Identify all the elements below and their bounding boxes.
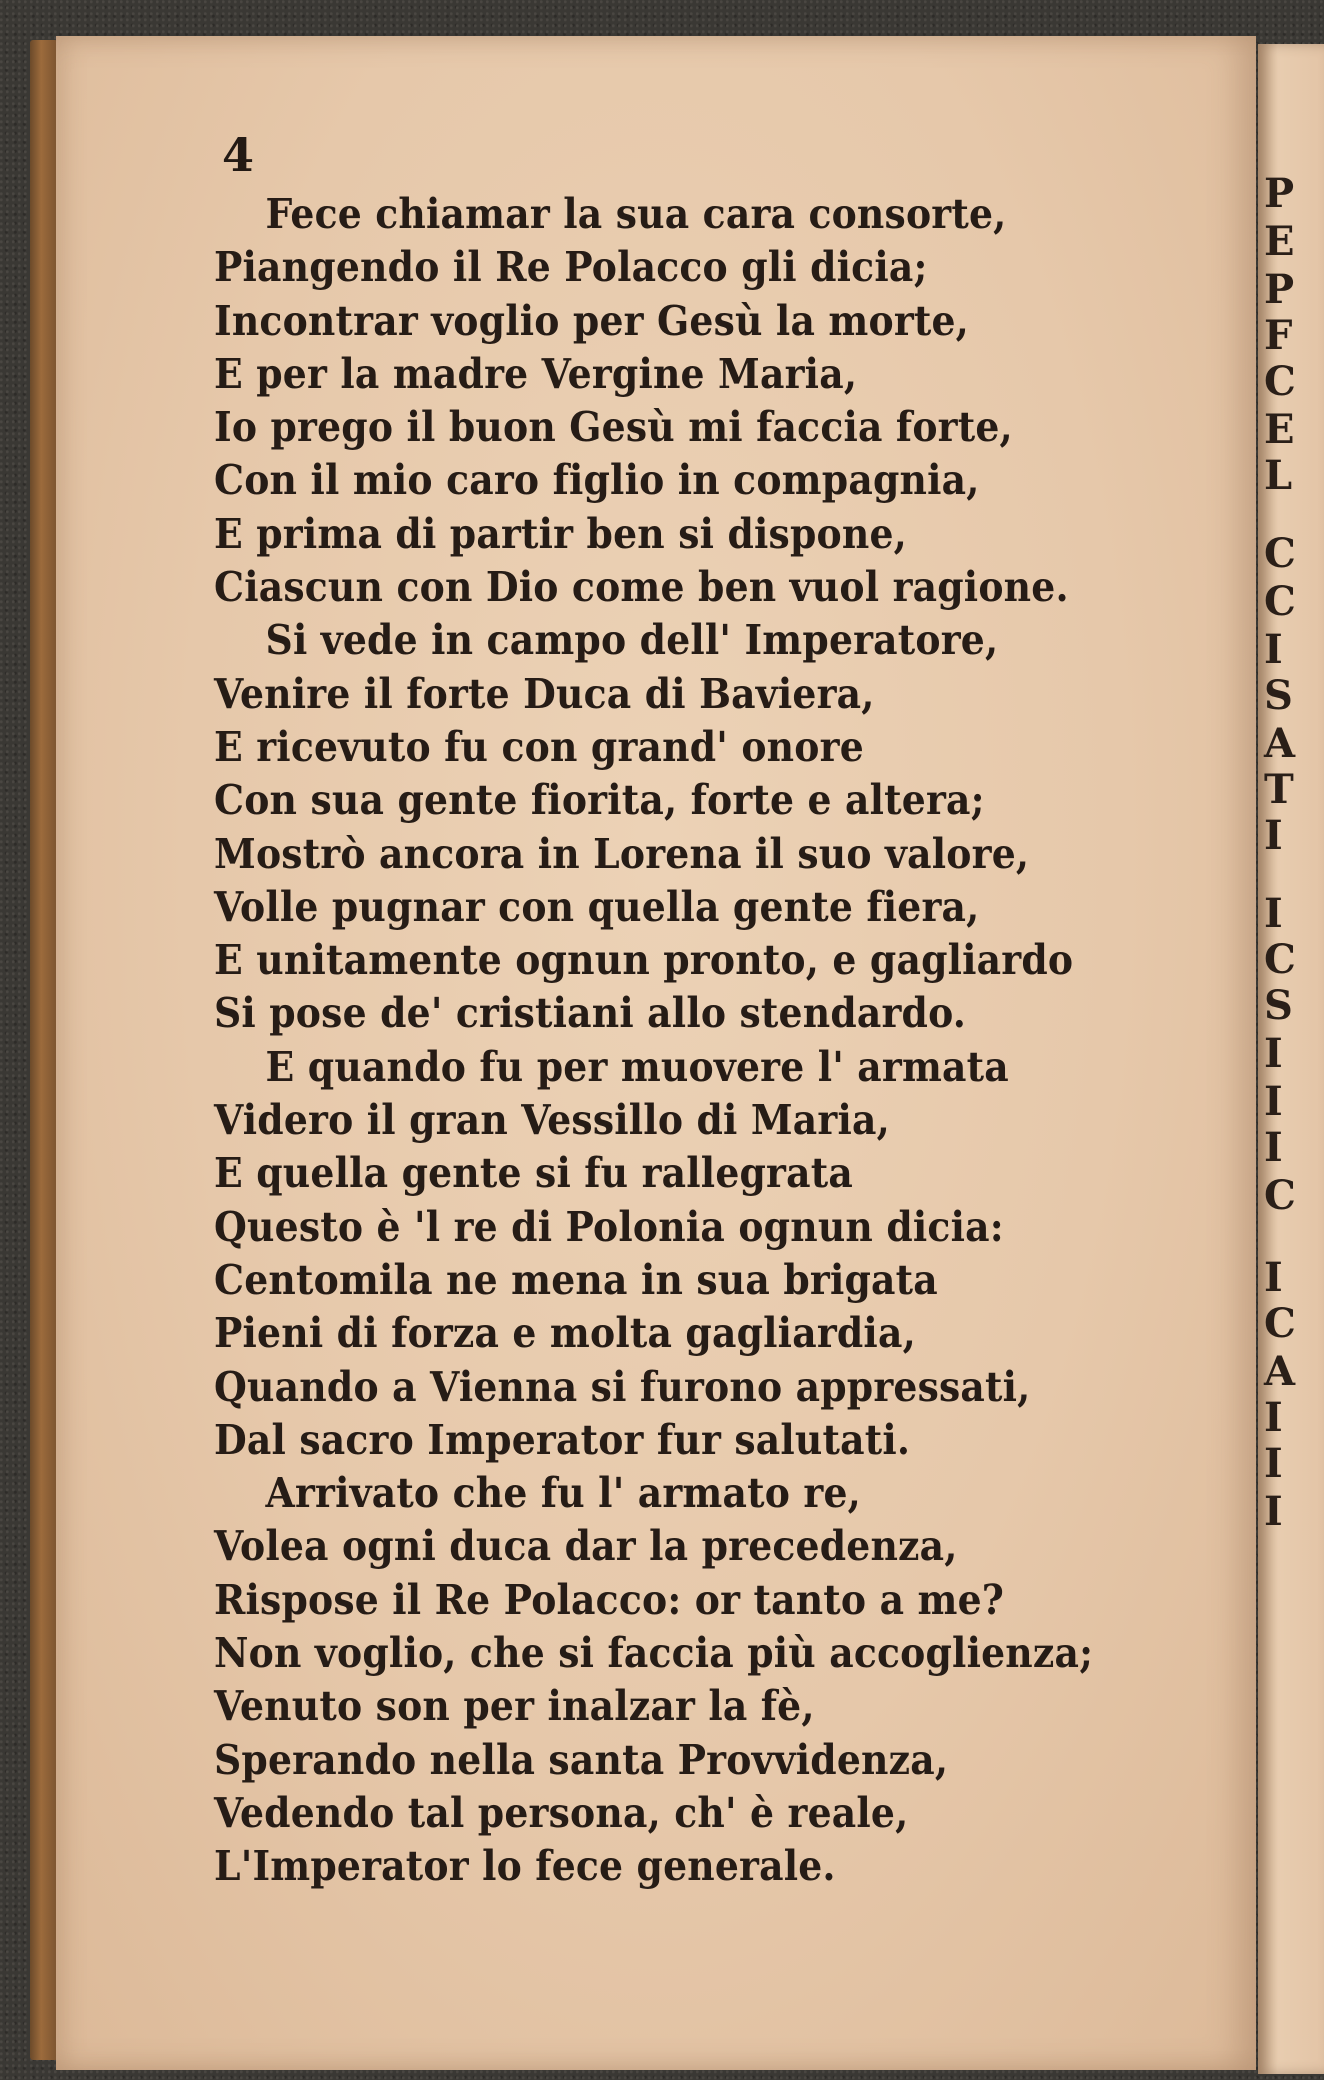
poem-line: Non voglio, che si faccia più accoglienza; [214, 1629, 1094, 1678]
poem-line: Con il mio caro figlio in compagnia, [214, 456, 980, 505]
facing-page-letter: A [1264, 1348, 1296, 1395]
poem-line: E unitamente ognun pronto, e gagliardo [214, 936, 1074, 985]
poem-line: E prima di partir ben si dispone, [214, 509, 907, 558]
facing-page-letter: I [1264, 1440, 1283, 1487]
page-number: 4 [222, 128, 255, 182]
facing-page-letter: E [1264, 218, 1295, 265]
poem-line: E quella gente si fu rallegrata [214, 1149, 853, 1198]
facing-page-letter: S [1264, 982, 1293, 1029]
facing-page-letter: S [1264, 672, 1293, 719]
poem-line: Fece chiamar la sua cara consorte, [265, 190, 1007, 238]
facing-page-letter: I [1264, 1030, 1283, 1077]
facing-page-letter: I [1264, 1488, 1283, 1535]
poem-line: Rispose il Re Polacco: or tanto a me? [214, 1575, 1005, 1624]
poem-line: E quando fu per muovere l' armata [265, 1042, 1009, 1091]
facing-page-letter: F [1264, 312, 1293, 359]
facing-page-letter: T [1264, 766, 1294, 813]
poem-line: Piangendo il Re Polacco gli dicia; [214, 243, 928, 292]
poem-line: Venire il forte Duca di Baviera, [214, 669, 875, 718]
facing-page-letter: C [1264, 530, 1296, 577]
poem-line: E ricevuto fu con grand' onore [214, 722, 864, 771]
facing-page-letter: C [1264, 358, 1296, 405]
poem-line: Centomila ne mena in sua brigata [214, 1255, 938, 1304]
facing-page-letter: I [1264, 1078, 1283, 1125]
facing-page-letter: I [1264, 626, 1283, 673]
poem-line: Videro il gran Vessillo di Maria, [214, 1096, 890, 1145]
poem-line: Quando a Vienna si furono appressati, [214, 1362, 1031, 1411]
poem-line: Volle pugnar con quella gente fiera, [214, 882, 980, 931]
poem-line: Si pose de' cristiani allo stendardo. [214, 989, 967, 1038]
book-spine [30, 40, 58, 2060]
facing-page-letter: E [1264, 406, 1295, 453]
poem-text [214, 188, 1214, 1894]
poem-line: Ciascun con Dio come ben vuol ragione. [214, 563, 1069, 612]
poem-line: Incontrar voglio per Gesù la morte, [214, 296, 969, 345]
facing-page-edge [1258, 44, 1324, 2074]
facing-page-letter: I [1264, 1124, 1283, 1171]
facing-page-letter: L [1264, 452, 1293, 499]
facing-page-letter: C [1264, 1172, 1296, 1219]
facing-page-letter: P [1264, 170, 1295, 217]
poem-line: Questo è 'l re di Polonia ognun dicia: [214, 1202, 1004, 1251]
poem-line: Volea ogni duca dar la precedenza, [214, 1522, 958, 1571]
poem-line: E per la madre Vergine Maria, [214, 349, 858, 398]
poem-line: Con sua gente fiorita, forte e altera; [214, 776, 985, 825]
facing-page-letter: I [1264, 1254, 1283, 1301]
poem-line: Io prego il buon Gesù mi faccia forte, [214, 403, 1013, 452]
poem-line: Vedendo tal persona, ch' è reale, [214, 1788, 909, 1837]
facing-page-letter: C [1264, 1300, 1296, 1347]
poem-line: Sperando nella santa Provvidenza, [214, 1735, 949, 1784]
poem-line: Dal sacro Imperator fur salutati. [214, 1415, 911, 1464]
poem-line: Venuto son per inalzar la fè, [214, 1682, 815, 1731]
poem-line: L'Imperator lo fece generale. [214, 1842, 836, 1891]
facing-page-letter: P [1264, 266, 1295, 313]
facing-page-letter: C [1264, 936, 1296, 983]
facing-page-letter: I [1264, 890, 1283, 937]
poem-line: Arrivato che fu l' armato re, [265, 1469, 861, 1518]
poem-line: Pieni di forza e molta gagliardia, [214, 1309, 916, 1358]
facing-page-letter: A [1264, 720, 1296, 767]
facing-page-letter: I [1264, 1394, 1283, 1441]
facing-page-letter: C [1264, 578, 1296, 625]
facing-page-letter: I [1264, 812, 1283, 859]
poem-line: Mostrò ancora in Lorena il suo valore, [214, 829, 1030, 878]
poem-line: Si vede in campo dell' Imperatore, [265, 616, 999, 665]
